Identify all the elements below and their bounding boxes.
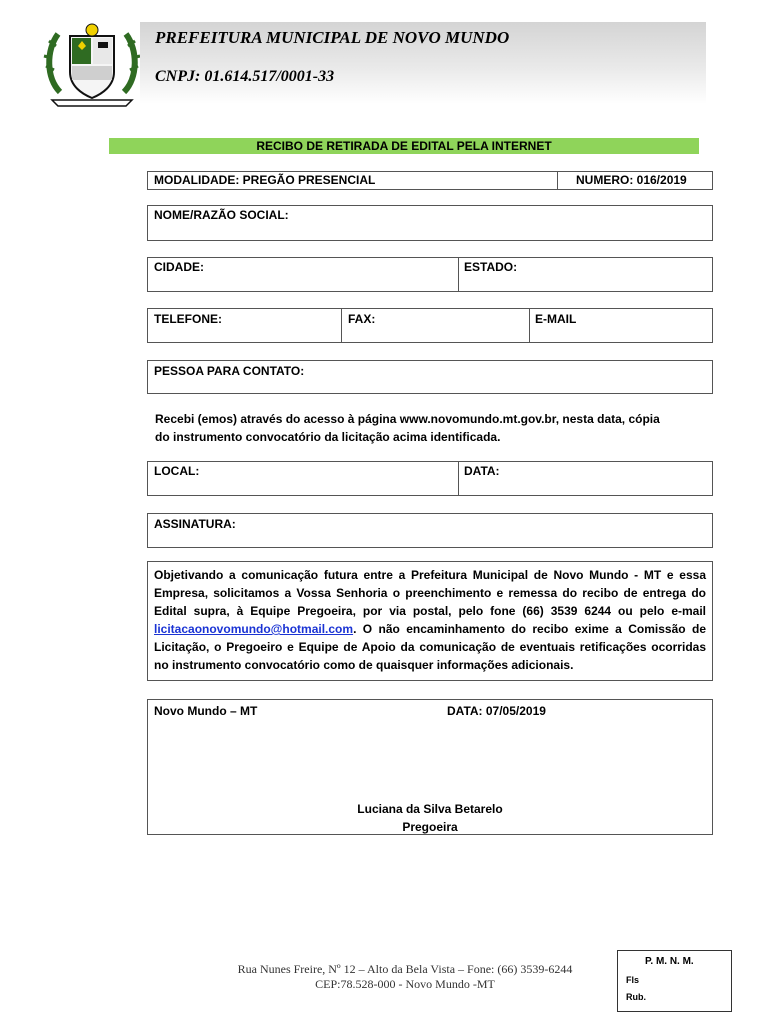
municipality-title: PREFEITURA MUNICIPAL DE NOVO MUNDO xyxy=(155,28,510,47)
contato-label: PESSOA PARA CONTATO: xyxy=(154,364,305,378)
stamp-title: P. M. N. M. xyxy=(645,956,694,967)
municipal-crest-logo xyxy=(42,20,142,110)
cidade-label: CIDADE: xyxy=(154,260,204,274)
footer-line-1: Rua Nunes Freire, Nº 12 – Alto da Bela Vista – Fone: (66) 3539-6244 xyxy=(237,962,573,976)
data-label: DATA: xyxy=(464,464,500,478)
footer-address xyxy=(180,962,630,992)
local-label: LOCAL: xyxy=(154,464,200,478)
form-heading: RECIBO DE RETIRADA DE EDITAL PELA INTERNET xyxy=(256,139,552,153)
fax-label: FAX: xyxy=(348,312,376,326)
assinatura-label: ASSINATURA: xyxy=(154,517,236,531)
stamp-rub: Rub. xyxy=(626,992,646,1002)
numero-label: NUMERO: 016/2019 xyxy=(576,173,687,187)
statement-line-2: do instrumento convocatório da licitação acima identificada. xyxy=(155,430,501,444)
signer-name: Luciana da Silva Betarelo xyxy=(357,802,503,816)
notice-box xyxy=(147,561,713,681)
estado-label: ESTADO: xyxy=(464,260,518,274)
email-label: E-MAIL xyxy=(535,312,577,326)
notice-text-before: Objetivando a comunicação futura entre a Prefeitura Municipal de Novo Mundo - MT e essa Empresa, solicitamos a Vossa Senhoria o preenchimento e remessa do recibo de entrega do Edital supra, à Equipe Pregoeira, por via postal, pelo fone (66) 3539 6244 ou pelo e-mail xyxy=(154,568,706,618)
signer-role: Pregoeira xyxy=(402,820,458,834)
stamp-fls: Fls xyxy=(626,975,640,985)
modalidade-label: MODALIDADE: PREGÃO PRESENCIAL xyxy=(154,173,376,187)
date-text: DATA: 07/05/2019 xyxy=(447,704,546,718)
nome-label: NOME/RAZÃO SOCIAL: xyxy=(154,208,289,222)
telefone-label: TELEFONE: xyxy=(154,312,222,326)
divider xyxy=(557,172,558,189)
notice-text-after: . O não encaminhamento do recibo exime a Comissão de Licitação, o Pregoeiro e Equipe de Apoio da comunicação de eventuais retificações ocorridas no instrumento convocatório como de quaisquer informações adicionais. xyxy=(154,622,706,672)
form-heading-bar xyxy=(109,138,699,154)
footer-line-2: CEP:78.528-000 - Novo Mundo -MT xyxy=(315,977,495,991)
place-text: Novo Mundo – MT xyxy=(154,704,258,718)
email-link[interactable]: licitacaonovomundo@hotmail.com xyxy=(154,622,354,636)
statement-line-1: Recebi (emos) através do acesso à página www.novomundo.mt.gov.br, nesta data, cópia xyxy=(155,412,660,426)
notice-paragraph xyxy=(154,566,706,674)
cnpj-text: CNPJ: 01.614.517/0001-33 xyxy=(155,68,335,85)
receipt-statement xyxy=(155,410,700,446)
